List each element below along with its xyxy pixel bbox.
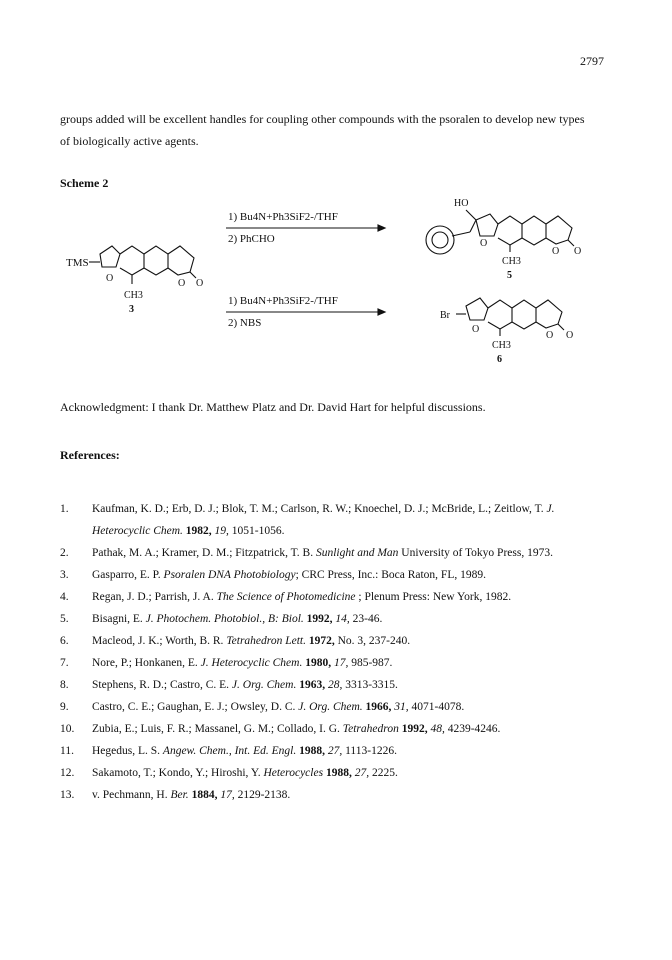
reference-text	[92, 784, 600, 806]
reaction-scheme	[0, 180, 672, 380]
reference-year: 1988,	[323, 767, 352, 779]
reference-authors: v. Pechmann, H.	[92, 789, 171, 801]
reference-item	[60, 696, 600, 718]
compound-6-bromo: Br	[440, 310, 450, 321]
references-list	[60, 498, 600, 806]
reference-authors: Zubia, E.; Luis, F. R.; Massanel, G. M.; Collado, I. G.	[92, 723, 343, 735]
reference-pages: 985-987.	[348, 657, 393, 669]
reference-item	[60, 608, 600, 630]
compound-3-furan-o: O	[106, 273, 114, 284]
reference-pages: ; CRC Press, Inc.: Boca Raton, FL, 1989.	[295, 569, 486, 581]
scheme-label: Scheme 2	[60, 176, 109, 190]
intro-paragraph	[60, 108, 620, 152]
reference-volume: 28,	[325, 679, 343, 691]
reference-volume: 14,	[332, 613, 350, 625]
reference-number: 1.	[60, 503, 69, 515]
reference-volume: 17,	[331, 657, 349, 669]
reference-item	[60, 652, 600, 674]
reference-number: 6.	[60, 635, 69, 647]
reference-authors: Castro, C. E.; Gaughan, E. J.; Owsley, D. C.	[92, 701, 299, 713]
reference-item	[60, 762, 600, 784]
reference-item	[60, 564, 600, 586]
reference-year: 1963,	[296, 679, 326, 691]
lower-reagent-2: 2) NBS	[228, 317, 262, 329]
intro-line-1: groups added will be excellent handles for coupling other compounds with the psoralen to develop new types	[60, 112, 585, 126]
reference-authors: Gasparro, E. P.	[92, 569, 164, 581]
reference-volume: 27,	[351, 767, 370, 779]
reference-year: 1988,	[296, 745, 325, 757]
reference-number: 13.	[60, 789, 75, 801]
reference-pages: 3313-3315.	[342, 679, 398, 691]
reference-item	[60, 740, 600, 762]
lower-reagent-1: 1) Bu4N+Ph3SiF2-/THF	[228, 295, 338, 307]
compound-5-number: 5	[507, 270, 512, 281]
reference-item	[60, 586, 600, 608]
reference-item	[60, 630, 600, 652]
reference-number: 9.	[60, 701, 69, 713]
reference-text	[92, 608, 600, 630]
reference-journal: Angew. Chem., Int. Ed. Engl.	[162, 745, 297, 757]
reference-item	[60, 784, 600, 806]
reference-year: 1966,	[362, 701, 392, 713]
reference-text	[92, 542, 600, 564]
reference-number: 5.	[60, 613, 69, 625]
intro-line-2: of biologically active agents.	[60, 134, 199, 148]
reference-year: 1980,	[302, 657, 332, 669]
reference-text	[92, 674, 600, 696]
reference-authors: Stephens, R. D.; Castro, C. E.	[92, 679, 232, 691]
reference-number: 2.	[60, 547, 69, 559]
reference-text	[92, 740, 600, 762]
reference-text	[92, 586, 600, 608]
reference-journal: Heterocycles	[263, 767, 324, 779]
reference-number: 7.	[60, 657, 69, 669]
upper-reagent-1: 1) Bu4N+Ph3SiF2-/THF	[228, 211, 338, 223]
reference-pages: No. 3, 237-240.	[334, 635, 411, 647]
reference-journal: J. Heterocyclic Chem.	[200, 657, 303, 669]
tms-label: TMS	[66, 257, 89, 269]
compound-3-carbonyl-o: O	[196, 278, 204, 289]
reference-authors: Macleod, J. K.; Worth, B. R.	[92, 635, 227, 647]
reference-authors: Regan, J. D.; Parrish, J. A.	[92, 591, 217, 603]
reference-text	[92, 564, 600, 586]
reference-item	[60, 542, 600, 564]
reference-pages: 1113-1226.	[342, 745, 397, 757]
reference-number: 3.	[60, 569, 69, 581]
compound-6-pyran-o: O	[546, 330, 554, 341]
reference-volume: 19,	[211, 525, 229, 537]
reference-number: 11.	[60, 745, 74, 757]
compound-3-methyl: CH3	[124, 290, 143, 301]
reference-text	[92, 652, 600, 674]
reference-number: 12.	[60, 767, 75, 779]
reference-journal: The Science of Photomedicine	[216, 591, 356, 603]
reference-journal: J. Org. Chem.	[298, 701, 363, 713]
reference-pages: ; Plenum Press: New York, 1982.	[355, 591, 512, 603]
compound-6-number: 6	[497, 354, 502, 365]
reference-journal: Tetrahedron Lett.	[226, 635, 306, 647]
reference-authors: Bisagni, E.	[92, 613, 146, 625]
compound-5-carbonyl-o: O	[574, 246, 582, 257]
reference-year: 1972,	[305, 635, 335, 647]
reference-year: 1992,	[398, 723, 428, 735]
compound-5-furan-o: O	[480, 238, 488, 249]
reference-volume: 27,	[324, 745, 343, 757]
reference-authors: Pathak, M. A.; Kramer, D. M.; Fitzpatrick, T. B.	[92, 547, 316, 559]
reference-pages: 1051-1056.	[228, 525, 285, 537]
reference-text	[92, 630, 600, 652]
compound-5-pyran-o: O	[552, 246, 560, 257]
references-heading: References:	[60, 448, 120, 462]
reference-number: 4.	[60, 591, 69, 603]
compound-6-carbonyl-o: O	[566, 330, 574, 341]
reference-volume: 48,	[427, 723, 445, 735]
reference-journal: Tetrahedron	[342, 723, 399, 735]
reference-pages: 23-46.	[349, 613, 383, 625]
reference-year: 1992,	[303, 613, 333, 625]
reference-number: 10.	[60, 723, 75, 735]
compound-6-furan-o: O	[472, 324, 480, 335]
reference-authors: Kaufman, K. D.; Erb, D. J.; Blok, T. M.; Carlson, R. W.; Knoechel, D. J.; McBride, L.; Zeitlow, T.	[92, 503, 547, 515]
reference-journal: Ber.	[170, 789, 189, 801]
reference-text	[92, 718, 600, 740]
acknowledgment: Acknowledgment: I thank Dr. Matthew Platz and Dr. David Hart for helpful discussions.	[60, 400, 486, 414]
reference-item	[60, 674, 600, 696]
reference-journal: J. Org. Chem.	[231, 679, 297, 691]
reference-text	[92, 696, 600, 718]
reference-year: 1982,	[182, 525, 212, 537]
compound-6-methyl: CH3	[492, 340, 511, 351]
compound-5-hydroxyl: HO	[454, 198, 469, 209]
reference-authors: Nore, P.; Honkanen, E.	[92, 657, 201, 669]
reference-item	[60, 718, 600, 740]
upper-reagent-2: 2) PhCHO	[228, 233, 275, 245]
reference-year: 1884,	[188, 789, 218, 801]
reference-number: 8.	[60, 679, 69, 691]
reference-text	[92, 762, 600, 784]
compound-3-pyran-o: O	[178, 278, 186, 289]
compound-3-number: 3	[129, 304, 134, 315]
reference-volume: 31,	[391, 701, 409, 713]
reference-authors: Sakamoto, T.; Kondo, Y.; Hiroshi, Y.	[92, 767, 264, 779]
reference-pages: 4071-4078.	[408, 701, 465, 713]
page-number: 2797	[580, 54, 604, 68]
reference-text	[92, 498, 600, 542]
reference-journal: J. Heterocyclic Chem.	[92, 503, 555, 537]
reference-authors: Hegedus, L. S.	[92, 745, 163, 757]
reference-pages: 4239-4246.	[444, 723, 501, 735]
reference-journal: Sunlight and Man	[315, 547, 399, 559]
reference-journal: J. Photochem. Photobiol., B: Biol.	[145, 613, 304, 625]
compound-5-methyl: CH3	[502, 256, 521, 267]
reference-pages: 2225.	[369, 767, 398, 779]
reference-journal: Psoralen DNA Photobiology	[163, 569, 296, 581]
reference-pages: 2129-2138.	[234, 789, 291, 801]
reference-pages: University of Tokyo Press, 1973.	[398, 547, 553, 559]
reference-volume: 17,	[217, 789, 235, 801]
reference-item	[60, 498, 600, 542]
